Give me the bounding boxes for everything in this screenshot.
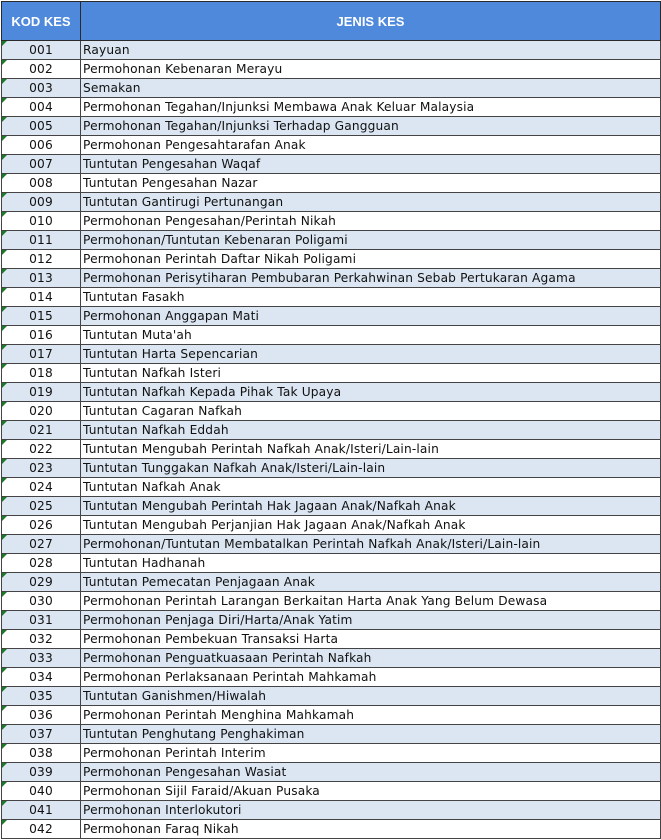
cell-marker-icon <box>2 364 7 369</box>
case-code-text: 008 <box>29 176 53 190</box>
case-code-text: 039 <box>29 765 53 779</box>
case-code-text: 010 <box>29 214 53 228</box>
case-type-cell[interactable]: Tuntutan Penghutang Penghakiman <box>81 725 661 744</box>
case-type-cell[interactable]: Permohonan Pengesahtarafan Anak <box>81 136 661 155</box>
cell-marker-icon <box>2 98 7 103</box>
case-type-cell[interactable]: Tuntutan Mengubah Perintah Nafkah Anak/Isteri/Lain-lain <box>81 440 661 459</box>
case-type-cell[interactable]: Tuntutan Pemecatan Penjagaan Anak <box>81 573 661 592</box>
case-code-text: 020 <box>29 404 53 418</box>
case-code-cell[interactable] <box>2 79 81 98</box>
case-code-cell[interactable] <box>2 136 81 155</box>
cell-marker-icon <box>2 725 7 730</box>
case-type-cell[interactable]: Tuntutan Nafkah Isteri <box>81 364 661 383</box>
case-code-cell[interactable] <box>2 421 81 440</box>
case-type-cell[interactable]: Permohonan Interlokutori <box>81 801 661 820</box>
table-row <box>2 554 661 573</box>
table-row <box>2 421 661 440</box>
table-row <box>2 668 661 687</box>
cell-marker-icon <box>2 79 7 84</box>
table-row <box>2 288 661 307</box>
table-row <box>2 687 661 706</box>
case-type-cell[interactable]: Tuntutan Mengubah Perjanjian Hak Jagaan Anak/Nafkah Anak <box>81 516 661 535</box>
cell-marker-icon <box>2 383 7 388</box>
table-row <box>2 250 661 269</box>
case-code-text: 002 <box>29 62 53 76</box>
case-type-cell[interactable]: Tuntutan Muta'ah <box>81 326 661 345</box>
case-code-cell[interactable] <box>2 725 81 744</box>
table-row <box>2 269 661 288</box>
cell-marker-icon <box>2 649 7 654</box>
case-type-cell[interactable]: Permohonan Penjaga Diri/Harta/Anak Yatim <box>81 611 661 630</box>
case-code-cell[interactable] <box>2 60 81 79</box>
case-code-text: 017 <box>29 347 53 361</box>
case-code-cell[interactable] <box>2 231 81 250</box>
table-row <box>2 592 661 611</box>
cell-marker-icon <box>2 193 7 198</box>
case-code-cell[interactable] <box>2 801 81 820</box>
case-code-cell[interactable] <box>2 250 81 269</box>
case-code-cell[interactable] <box>2 668 81 687</box>
case-type-cell[interactable]: Tuntutan Nafkah Kepada Pihak Tak Upaya <box>81 383 661 402</box>
header-jenis-kes[interactable]: JENIS KES <box>81 2 661 41</box>
case-code-text: 004 <box>29 100 53 114</box>
case-code-cell[interactable] <box>2 193 81 212</box>
case-type-cell[interactable]: Permohonan Pengesahan/Perintah Nikah <box>81 212 661 231</box>
case-code-cell[interactable] <box>2 820 81 839</box>
case-code-cell[interactable] <box>2 611 81 630</box>
cell-marker-icon <box>2 345 7 350</box>
case-code-text: 030 <box>29 594 53 608</box>
case-code-cell[interactable] <box>2 497 81 516</box>
case-code-text: 014 <box>29 290 53 304</box>
case-code-text: 027 <box>29 537 53 551</box>
case-type-cell[interactable]: Tuntutan Mengubah Perintah Hak Jagaan Anak/Nafkah Anak <box>81 497 661 516</box>
cell-marker-icon <box>2 326 7 331</box>
case-type-cell[interactable]: Permohonan Pengesahan Wasiat <box>81 763 661 782</box>
header-row <box>2 2 661 41</box>
table-row <box>2 630 661 649</box>
case-code-text: 041 <box>29 803 53 817</box>
cell-marker-icon <box>2 573 7 578</box>
case-type-cell[interactable]: Rayuan <box>81 41 661 60</box>
case-type-cell[interactable]: Permohonan Tegahan/Injunksi Membawa Anak Keluar Malaysia <box>81 98 661 117</box>
cell-marker-icon <box>2 440 7 445</box>
table-row <box>2 801 661 820</box>
table-row <box>2 478 661 497</box>
table-row <box>2 611 661 630</box>
table-row <box>2 782 661 801</box>
case-code-cell[interactable] <box>2 345 81 364</box>
cell-marker-icon <box>2 269 7 274</box>
case-type-cell[interactable]: Permohonan Perintah Interim <box>81 744 661 763</box>
case-code-text: 012 <box>29 252 53 266</box>
case-type-cell[interactable]: Tuntutan Gantirugi Pertunangan <box>81 193 661 212</box>
cell-marker-icon <box>2 516 7 521</box>
case-code-cell[interactable] <box>2 41 81 60</box>
case-type-cell[interactable]: Tuntutan Ganishmen/Hiwalah <box>81 687 661 706</box>
case-code-cell[interactable] <box>2 478 81 497</box>
case-type-cell[interactable]: Permohonan Faraq Nikah <box>81 820 661 839</box>
table-row <box>2 573 661 592</box>
table-row <box>2 136 661 155</box>
cell-marker-icon <box>2 307 7 312</box>
table-row <box>2 706 661 725</box>
cell-marker-icon <box>2 41 7 46</box>
case-code-text: 001 <box>29 43 53 57</box>
case-type-cell[interactable]: Tuntutan Hadhanah <box>81 554 661 573</box>
case-code-cell[interactable] <box>2 364 81 383</box>
case-code-text: 005 <box>29 119 53 133</box>
cell-marker-icon <box>2 687 7 692</box>
cell-marker-icon <box>2 782 7 787</box>
cell-marker-icon <box>2 497 7 502</box>
table-row <box>2 497 661 516</box>
case-code-cell[interactable] <box>2 649 81 668</box>
case-code-cell[interactable] <box>2 459 81 478</box>
cell-marker-icon <box>2 402 7 407</box>
cell-marker-icon <box>2 421 7 426</box>
table-row <box>2 174 661 193</box>
case-code-cell[interactable] <box>2 516 81 535</box>
table-row <box>2 383 661 402</box>
case-code-cell[interactable] <box>2 326 81 345</box>
case-code-cell[interactable] <box>2 174 81 193</box>
case-code-text: 034 <box>29 670 53 684</box>
cell-marker-icon <box>2 706 7 711</box>
table-row <box>2 820 661 839</box>
case-code-cell[interactable] <box>2 307 81 326</box>
cell-marker-icon <box>2 744 7 749</box>
cell-marker-icon <box>2 554 7 559</box>
case-type-cell[interactable]: Permohonan Penguatkuasaan Perintah Nafkah <box>81 649 661 668</box>
cell-marker-icon <box>2 592 7 597</box>
table-row <box>2 744 661 763</box>
table-row <box>2 364 661 383</box>
case-code-text: 028 <box>29 556 53 570</box>
case-code-table <box>1 1 661 839</box>
cell-marker-icon <box>2 668 7 673</box>
case-code-cell[interactable] <box>2 440 81 459</box>
table-row <box>2 345 661 364</box>
case-type-cell[interactable]: Tuntutan Nafkah Anak <box>81 478 661 497</box>
cell-marker-icon <box>2 155 7 160</box>
case-code-text: 019 <box>29 385 53 399</box>
case-code-text: 018 <box>29 366 53 380</box>
case-code-text: 021 <box>29 423 53 437</box>
table-row <box>2 212 661 231</box>
case-type-cell[interactable]: Tuntutan Fasakh <box>81 288 661 307</box>
case-code-text: 026 <box>29 518 53 532</box>
cell-marker-icon <box>2 231 7 236</box>
table-row <box>2 231 661 250</box>
case-type-cell[interactable]: Permohonan/Tuntutan Membatalkan Perintah Nafkah Anak/Isteri/Lain-lain <box>81 535 661 554</box>
table-row <box>2 41 661 60</box>
case-code-cell[interactable] <box>2 269 81 288</box>
case-code-cell[interactable] <box>2 288 81 307</box>
cell-marker-icon <box>2 250 7 255</box>
case-type-cell[interactable]: Permohonan Tegahan/Injunksi Terhadap Gangguan <box>81 117 661 136</box>
case-type-cell[interactable]: Permohonan Perintah Menghina Mahkamah <box>81 706 661 725</box>
cell-marker-icon <box>2 801 7 806</box>
case-code-text: 040 <box>29 784 53 798</box>
case-code-text: 031 <box>29 613 53 627</box>
table-body <box>2 41 661 839</box>
case-type-cell[interactable]: Tuntutan Nafkah Eddah <box>81 421 661 440</box>
case-type-cell[interactable]: Tuntutan Pengesahan Nazar <box>81 174 661 193</box>
case-code-cell[interactable] <box>2 117 81 136</box>
case-code-text: 015 <box>29 309 53 323</box>
case-type-cell[interactable]: Permohonan Perisytiharan Pembubaran Perkahwinan Sebab Pertukaran Agama <box>81 269 661 288</box>
case-code-text: 023 <box>29 461 53 475</box>
case-code-cell[interactable] <box>2 383 81 402</box>
table-row <box>2 459 661 478</box>
case-code-text: 033 <box>29 651 53 665</box>
case-code-text: 006 <box>29 138 53 152</box>
table-row <box>2 725 661 744</box>
table-row <box>2 516 661 535</box>
case-code-text: 037 <box>29 727 53 741</box>
case-type-cell[interactable]: Permohonan Kebenaran Merayu <box>81 60 661 79</box>
case-code-cell[interactable] <box>2 782 81 801</box>
cell-marker-icon <box>2 763 7 768</box>
case-type-cell[interactable]: Tuntutan Cagaran Nafkah <box>81 402 661 421</box>
table-row <box>2 649 661 668</box>
table-row <box>2 98 661 117</box>
cell-marker-icon <box>2 288 7 293</box>
case-code-cell[interactable] <box>2 402 81 421</box>
case-code-cell[interactable] <box>2 744 81 763</box>
case-type-cell[interactable]: Semakan <box>81 79 661 98</box>
table-row <box>2 79 661 98</box>
cell-marker-icon <box>2 630 7 635</box>
case-code-text: 024 <box>29 480 53 494</box>
case-code-text: 029 <box>29 575 53 589</box>
case-code-cell[interactable] <box>2 554 81 573</box>
case-code-text: 036 <box>29 708 53 722</box>
cell-marker-icon <box>2 535 7 540</box>
case-code-cell[interactable] <box>2 535 81 554</box>
cell-marker-icon <box>2 174 7 179</box>
case-code-cell[interactable] <box>2 687 81 706</box>
case-code-cell[interactable] <box>2 706 81 725</box>
case-code-text: 032 <box>29 632 53 646</box>
case-code-text: 025 <box>29 499 53 513</box>
cell-marker-icon <box>2 478 7 483</box>
case-code-text: 022 <box>29 442 53 456</box>
case-code-text: 035 <box>29 689 53 703</box>
case-code-cell[interactable] <box>2 98 81 117</box>
cell-marker-icon <box>2 60 7 65</box>
case-code-cell[interactable] <box>2 592 81 611</box>
table-row <box>2 440 661 459</box>
case-code-cell[interactable] <box>2 212 81 231</box>
case-code-text: 009 <box>29 195 53 209</box>
case-type-cell[interactable]: Permohonan Perintah Larangan Berkaitan Harta Anak Yang Belum Dewasa <box>81 592 661 611</box>
table-row <box>2 535 661 554</box>
case-type-cell[interactable]: Tuntutan Harta Sepencarian <box>81 345 661 364</box>
case-code-text: 042 <box>29 822 53 836</box>
case-code-text: 013 <box>29 271 53 285</box>
case-type-cell[interactable]: Permohonan Sijil Faraid/Akuan Pusaka <box>81 782 661 801</box>
table-row <box>2 155 661 174</box>
case-code-cell[interactable] <box>2 573 81 592</box>
cell-marker-icon <box>2 136 7 141</box>
case-code-text: 016 <box>29 328 53 342</box>
cell-marker-icon <box>2 611 7 616</box>
case-type-cell[interactable]: Permohonan Anggapan Mati <box>81 307 661 326</box>
cell-marker-icon <box>2 459 7 464</box>
cell-marker-icon <box>2 820 7 825</box>
case-code-cell[interactable] <box>2 155 81 174</box>
table-row <box>2 60 661 79</box>
case-code-text: 038 <box>29 746 53 760</box>
case-type-cell[interactable]: Permohonan/Tuntutan Kebenaran Poligami <box>81 231 661 250</box>
case-code-text: 007 <box>29 157 53 171</box>
case-code-cell[interactable] <box>2 630 81 649</box>
cell-marker-icon <box>2 117 7 122</box>
case-type-cell[interactable]: Permohonan Perlaksanaan Perintah Mahkamah <box>81 668 661 687</box>
table-row <box>2 117 661 136</box>
case-type-cell[interactable]: Tuntutan Tunggakan Nafkah Anak/Isteri/Lain-lain <box>81 459 661 478</box>
case-type-cell[interactable]: Permohonan Perintah Daftar Nikah Poligami <box>81 250 661 269</box>
table-row <box>2 326 661 345</box>
table-row <box>2 763 661 782</box>
table-row <box>2 402 661 421</box>
case-code-text: 011 <box>29 233 53 247</box>
case-code-cell[interactable] <box>2 763 81 782</box>
header-kod-kes[interactable]: KOD KES <box>2 2 81 41</box>
table-row <box>2 193 661 212</box>
table-row <box>2 307 661 326</box>
case-code-text: 003 <box>29 81 53 95</box>
cell-marker-icon <box>2 212 7 217</box>
case-type-cell[interactable]: Permohonan Pembekuan Transaksi Harta <box>81 630 661 649</box>
case-type-cell[interactable]: Tuntutan Pengesahan Waqaf <box>81 155 661 174</box>
